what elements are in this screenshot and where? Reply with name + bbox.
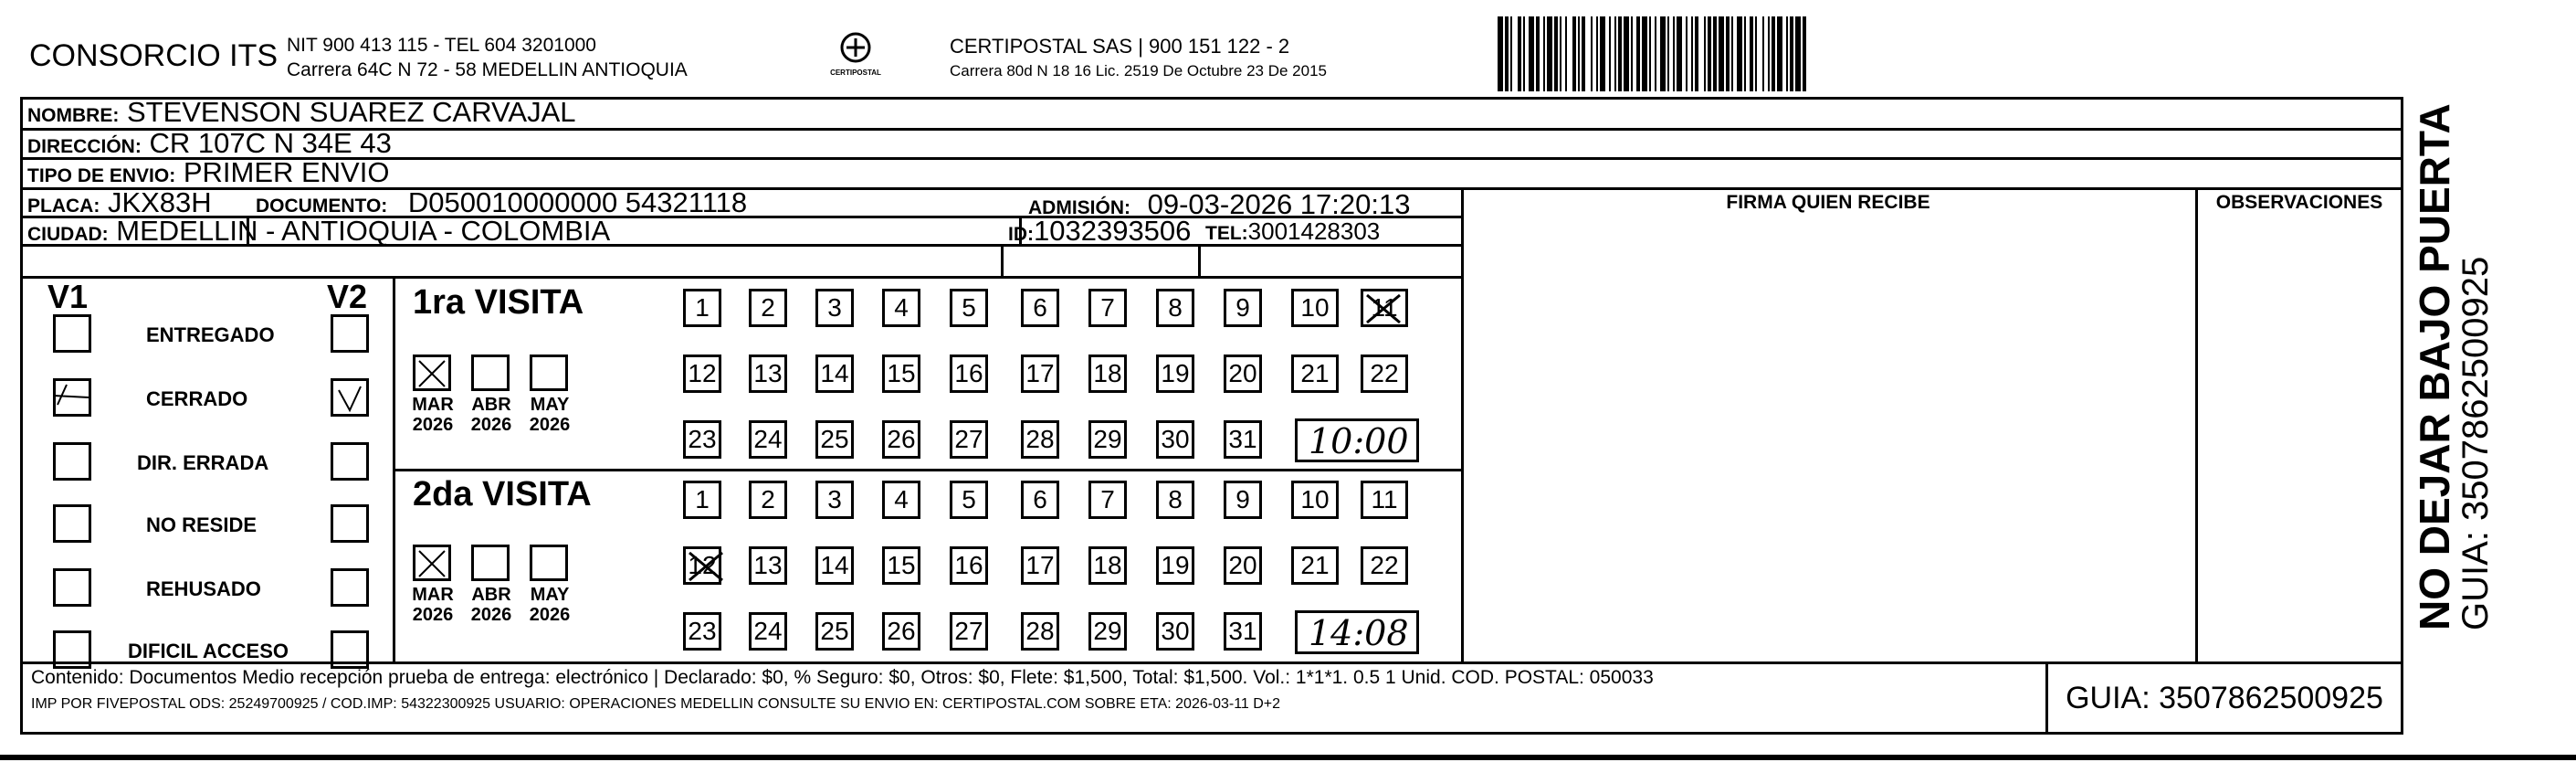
first-day-box[interactable] <box>1021 355 1059 393</box>
side-guia: GUIA: 3507862500925 <box>2455 256 2496 630</box>
second-day-box[interactable] <box>1021 481 1059 519</box>
second-day-box[interactable] <box>749 612 787 651</box>
col-divider <box>1001 244 1004 277</box>
id-value: 1032393506 <box>1034 215 1192 247</box>
courier-logo-icon <box>837 31 874 64</box>
day-number: 24 <box>753 617 783 645</box>
first-day-box[interactable] <box>1224 289 1262 327</box>
second-day-box[interactable] <box>683 481 721 519</box>
second-day-box[interactable] <box>1156 612 1194 651</box>
first-day-box[interactable] <box>950 420 988 459</box>
first-day-box[interactable] <box>950 355 988 393</box>
first-day-box[interactable] <box>1361 355 1408 393</box>
v1-checkbox[interactable] <box>53 504 91 543</box>
barcode <box>1498 16 2228 91</box>
second-day-box[interactable] <box>1021 612 1059 651</box>
day-number: 11 <box>1371 293 1398 322</box>
second-day-box[interactable] <box>1224 546 1262 585</box>
first-day-box[interactable] <box>815 355 854 393</box>
day-number: 26 <box>887 425 916 453</box>
day-number: 22 <box>1370 551 1399 579</box>
day-number: 15 <box>887 551 916 579</box>
first-day-box[interactable] <box>1021 289 1059 327</box>
month-name: MAR <box>412 585 454 605</box>
v1-checkbox[interactable] <box>53 442 91 481</box>
first-visit-title: 1ra VISITA <box>413 283 584 322</box>
second-month-box[interactable] <box>413 545 451 581</box>
courier-address: Carrera 80d N 18 16 Lic. 2519 De Octubre 23 De 2015 <box>950 62 1327 79</box>
v2-checkbox[interactable] <box>331 314 369 353</box>
signature-area[interactable] <box>1465 219 2193 660</box>
second-day-box[interactable] <box>749 481 787 519</box>
day-number: 28 <box>1025 617 1055 645</box>
first-day-box[interactable] <box>1088 289 1127 327</box>
status-option-label: ENTREGADO <box>146 323 275 346</box>
check-mark-icon <box>415 357 450 390</box>
day-number: 28 <box>1025 425 1055 453</box>
ciudad-value: MEDELLIN - ANTIOQUIA - COLOMBIA <box>116 215 611 247</box>
tel-label: TEL: <box>1205 223 1248 244</box>
second-day-box[interactable] <box>1156 546 1194 585</box>
check-mark-icon <box>333 381 366 414</box>
observaciones-area[interactable] <box>2199 219 2402 660</box>
documento-label: DOCUMENTO: <box>256 196 388 217</box>
day-number: 10 <box>1300 485 1330 513</box>
second-day-box[interactable] <box>749 546 787 585</box>
day-number: 18 <box>1093 359 1122 387</box>
day-number: 9 <box>1235 293 1250 322</box>
day-number: 12 <box>688 551 717 579</box>
status-option-label: CERRADO <box>146 387 248 410</box>
month-year: 2026 <box>412 605 454 625</box>
status-option-label: DIFICIL ACCESO <box>128 640 289 662</box>
day-number: 17 <box>1025 551 1055 579</box>
check-mark-icon <box>415 547 450 580</box>
day-number: 14 <box>820 359 849 387</box>
v1-checkbox[interactable] <box>53 314 91 353</box>
day-number: 27 <box>954 617 983 645</box>
day-number: 7 <box>1100 485 1115 513</box>
side-text <box>2413 103 2495 630</box>
day-number: 10 <box>1300 293 1330 322</box>
day-number: 20 <box>1228 359 1257 387</box>
first-day-box[interactable] <box>1224 355 1262 393</box>
day-number: 13 <box>753 359 783 387</box>
day-number: 17 <box>1025 359 1055 387</box>
v2-label: V2 <box>327 278 368 315</box>
direccion-value: CR 107C N 34E 43 <box>149 127 392 159</box>
first-day-box[interactable] <box>749 355 787 393</box>
status-option-label: NO RESIDE <box>146 513 258 536</box>
first-day-box[interactable] <box>1088 355 1127 393</box>
first-time-box[interactable] <box>1295 418 1419 462</box>
nombre-label: NOMBRE: <box>27 105 120 126</box>
day-number: 7 <box>1100 293 1115 322</box>
v1-checkbox[interactable] <box>53 630 91 669</box>
tipo-value: PRIMER ENVIO <box>183 156 390 188</box>
day-number: 5 <box>962 485 976 513</box>
day-number: 16 <box>954 359 983 387</box>
placa-value: JKX83H <box>107 186 212 218</box>
month-name: ABR <box>471 395 511 415</box>
month-year: 2026 <box>529 605 571 625</box>
status-option-label: DIR. ERRADA <box>137 451 269 474</box>
v2-checkbox[interactable] <box>331 504 369 543</box>
month-name: MAY <box>530 585 570 605</box>
tipo-label: TIPO DE ENVIO: <box>27 165 176 186</box>
first-month-label <box>464 395 519 435</box>
day-number: 23 <box>688 617 717 645</box>
tel-row <box>1205 216 1380 249</box>
day-number: 3 <box>827 485 842 513</box>
day-number: 13 <box>753 551 783 579</box>
nombre-value: STEVENSON SUAREZ CARVAJAL <box>126 96 576 128</box>
tel-value: 3001428303 <box>1247 217 1381 245</box>
first-day-box[interactable] <box>683 420 721 459</box>
placa-label: PLACA: <box>27 196 100 217</box>
day-number: 31 <box>1228 617 1257 645</box>
id-label: ID: <box>1008 224 1034 245</box>
day-number: 2 <box>761 293 775 322</box>
company-address: Carrera 64C N 72 - 58 MEDELLIN ANTIOQUIA <box>287 59 688 80</box>
day-number: 30 <box>1161 425 1190 453</box>
first-day-box[interactable] <box>1291 355 1339 393</box>
ciudad-row <box>27 216 610 250</box>
second-month-label <box>405 585 460 625</box>
observaciones-label: OBSERVACIONES <box>2215 192 2383 213</box>
second-day-box[interactable] <box>1361 546 1408 585</box>
first-month-box[interactable] <box>471 355 510 391</box>
second-day-box[interactable] <box>1156 481 1194 519</box>
barcode-bar <box>1806 16 1808 91</box>
logo-caption: CERTIPOSTAL <box>830 69 881 77</box>
courier-logo <box>815 31 897 86</box>
second-day-box[interactable] <box>882 481 920 519</box>
firma-label: FIRMA QUIEN RECIBE <box>1726 192 1930 213</box>
day-number: 21 <box>1300 359 1330 387</box>
second-day-box[interactable] <box>1088 546 1127 585</box>
day-number: 24 <box>753 425 783 453</box>
first-day-box[interactable] <box>683 289 721 327</box>
day-number: 14 <box>820 551 849 579</box>
documento-value: D050010000000 54321118 <box>407 186 748 218</box>
day-number: 1 <box>695 485 710 513</box>
day-number: 22 <box>1370 359 1399 387</box>
first-day-box[interactable] <box>882 420 920 459</box>
month-name: MAY <box>530 395 570 415</box>
day-number: 19 <box>1161 551 1190 579</box>
ciudad-label: CIUDAD: <box>27 224 109 245</box>
day-number: 16 <box>954 551 983 579</box>
check-mark-icon <box>52 377 89 414</box>
imp-text: IMP POR FIVEPOSTAL ODS: 25249700925 / COD.IMP: 54322300925 USUARIO: OPERACIONES MEDELLIN CONSULTE SU ENVIO EN: CERTIPOSTAL.COM SOBRE ETA: 2026-03-11 D+2 <box>31 696 1281 712</box>
day-number: 11 <box>1371 485 1398 513</box>
v1-checkbox[interactable] <box>53 568 91 607</box>
day-number: 6 <box>1033 485 1047 513</box>
footer-guia: GUIA: 3507862500925 <box>2066 681 2383 715</box>
day-number: 26 <box>887 617 916 645</box>
visit-divider <box>393 469 1463 471</box>
second-day-box[interactable] <box>1224 481 1262 519</box>
direccion-label: DIRECCIÓN: <box>27 136 142 157</box>
day-number: 23 <box>688 425 717 453</box>
day-number: 12 <box>688 359 717 387</box>
v2-checkbox[interactable] <box>331 378 369 417</box>
first-day-box[interactable] <box>749 420 787 459</box>
first-month-label <box>522 395 577 435</box>
month-name: ABR <box>471 585 511 605</box>
first-day-box[interactable] <box>1021 420 1059 459</box>
second-day-box[interactable] <box>683 612 721 651</box>
month-year: 2026 <box>470 415 512 435</box>
day-number: 9 <box>1235 485 1250 513</box>
v2-checkbox[interactable] <box>331 630 369 669</box>
second-day-box[interactable] <box>1224 612 1262 651</box>
col-divider <box>2195 187 2198 662</box>
day-number: 30 <box>1161 617 1190 645</box>
v1-label: V1 <box>47 278 89 315</box>
first-day-box[interactable] <box>950 289 988 327</box>
second-day-box[interactable] <box>882 546 920 585</box>
day-number: 5 <box>962 293 976 322</box>
first-day-box[interactable] <box>1156 420 1194 459</box>
day-number: 29 <box>1093 617 1122 645</box>
second-month-label <box>464 585 519 625</box>
row-divider <box>20 276 1463 279</box>
first-day-box[interactable] <box>1224 420 1262 459</box>
first-day-box[interactable] <box>815 420 854 459</box>
side-warning: NO DEJAR BAJO PUERTA <box>2411 103 2458 630</box>
month-name: MAR <box>412 395 454 415</box>
second-day-box[interactable] <box>815 546 854 585</box>
contenido-text: Contenido: Documentos Medio recepción prueba de entrega: electrónico | Declarado: $0, % Seguro: $0, Otros: $0, Flete: $1,500, Total: $1,500. Vol.: 1*1*1. 0.5 1 Unid. COD. POSTAL: 050033 <box>31 667 1654 688</box>
v2-checkbox[interactable] <box>331 568 369 607</box>
day-number: 8 <box>1168 485 1183 513</box>
day-number: 2 <box>761 485 775 513</box>
company-nit: NIT 900 413 115 - TEL 604 3201000 <box>287 35 596 56</box>
status-option-label: REHUSADO <box>146 577 261 600</box>
second-day-box[interactable] <box>950 481 988 519</box>
second-day-box[interactable] <box>1291 546 1339 585</box>
company-name: CONSORCIO ITS <box>29 38 279 73</box>
first-day-box[interactable] <box>683 355 721 393</box>
first-day-box[interactable] <box>1291 289 1339 327</box>
day-number: 27 <box>954 425 983 453</box>
day-number: 8 <box>1168 293 1183 322</box>
day-number: 18 <box>1093 551 1122 579</box>
first-month-box[interactable] <box>413 355 451 391</box>
second-month-box[interactable] <box>530 545 568 581</box>
day-number: 15 <box>887 359 916 387</box>
first-day-box[interactable] <box>1361 289 1408 327</box>
day-number: 19 <box>1161 359 1190 387</box>
month-year: 2026 <box>470 605 512 625</box>
second-day-box[interactable] <box>1088 481 1127 519</box>
second-month-box[interactable] <box>471 545 510 581</box>
second-day-box[interactable] <box>1088 612 1127 651</box>
admision-label: ADMISIÓN: <box>1028 197 1130 218</box>
first-time-handwritten: 10:00 <box>1309 421 1409 461</box>
second-day-box[interactable] <box>1291 481 1339 519</box>
first-day-box[interactable] <box>882 289 920 327</box>
second-day-box[interactable] <box>1021 546 1059 585</box>
admision-value: 09-03-2026 17:20:13 <box>1147 188 1411 220</box>
courier-name: CERTIPOSTAL SAS | 900 151 122 - 2 <box>950 35 1290 58</box>
page-edge <box>0 755 2576 760</box>
month-year: 2026 <box>412 415 454 435</box>
v2-checkbox[interactable] <box>331 442 369 481</box>
day-number: 29 <box>1093 425 1122 453</box>
day-number: 21 <box>1300 551 1330 579</box>
first-month-label <box>405 395 460 435</box>
second-day-box[interactable] <box>950 546 988 585</box>
second-day-box[interactable] <box>882 612 920 651</box>
second-day-box[interactable] <box>815 612 854 651</box>
second-time-handwritten: 14:08 <box>1309 613 1409 653</box>
second-day-box[interactable] <box>683 546 721 585</box>
day-number: 4 <box>894 293 909 322</box>
day-number: 25 <box>820 425 849 453</box>
day-number: 31 <box>1228 425 1257 453</box>
id-row <box>1008 216 1191 250</box>
first-day-box[interactable] <box>1088 420 1127 459</box>
col-divider <box>1198 244 1201 277</box>
col-divider <box>1461 187 1464 662</box>
second-visit-title: 2da VISITA <box>413 475 592 513</box>
first-day-box[interactable] <box>1156 289 1194 327</box>
second-time-box[interactable] <box>1295 610 1419 654</box>
first-day-box[interactable] <box>815 289 854 327</box>
first-day-box[interactable] <box>1156 355 1194 393</box>
second-day-box[interactable] <box>950 612 988 651</box>
first-month-box[interactable] <box>530 355 568 391</box>
day-number: 20 <box>1228 551 1257 579</box>
month-year: 2026 <box>529 415 571 435</box>
first-day-box[interactable] <box>882 355 920 393</box>
second-month-label <box>522 585 577 625</box>
check-mark-icon <box>686 549 728 586</box>
day-number: 4 <box>894 485 909 513</box>
second-day-box[interactable] <box>815 481 854 519</box>
day-number: 3 <box>827 293 842 322</box>
second-day-box[interactable] <box>1361 481 1408 519</box>
check-mark-icon <box>1363 291 1405 328</box>
day-number: 6 <box>1033 293 1047 322</box>
first-day-box[interactable] <box>749 289 787 327</box>
v1-checkbox[interactable] <box>53 378 91 417</box>
day-number: 1 <box>695 293 710 322</box>
day-number: 25 <box>820 617 849 645</box>
